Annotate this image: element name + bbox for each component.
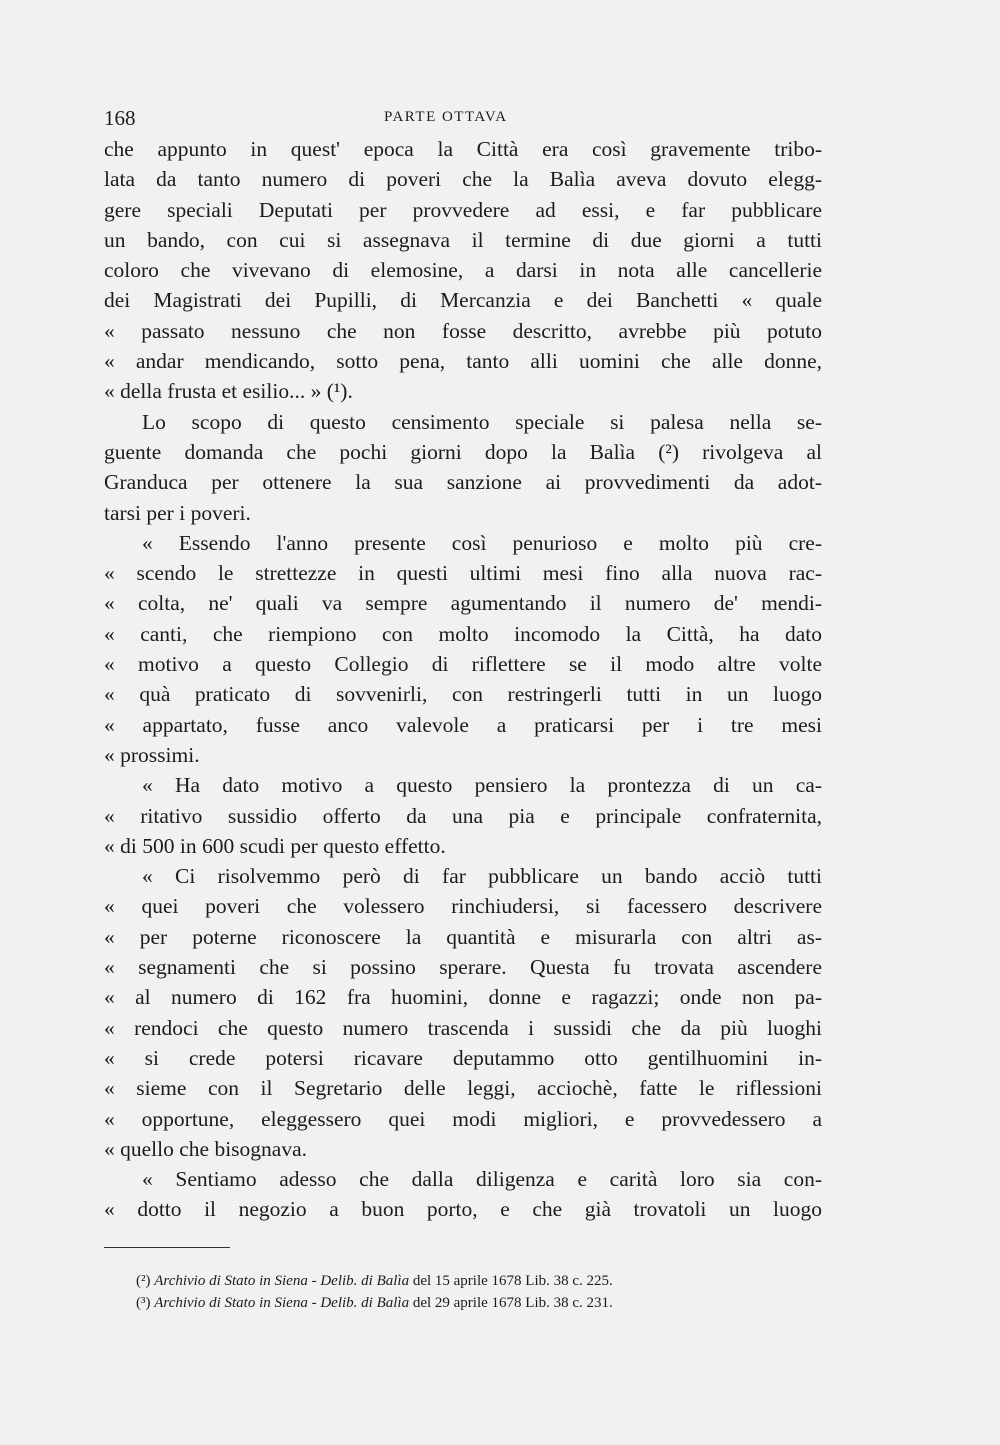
text-line: « Essendo l'anno presente così penurioso e molto più cre- [142, 530, 822, 555]
text-line: coloro che vivevano di elemosine, a darsi in nota alle cancellerie [104, 258, 822, 283]
text-line: « Ha dato motivo a questo pensiero la prontezza di un ca- [142, 773, 822, 798]
footnote-detail: del 29 aprile 1678 Lib. 38 c. 231. [412, 1295, 613, 1311]
text-line: guente domanda che pochi giorni dopo la Balìa (²) rivolgeva al [104, 439, 822, 464]
text-line: « appartato, fusse anco valevole a praticarsi per i tre mesi [104, 712, 822, 737]
text-line: « al numero di 162 fra huomini, donne e ragazzi; onde non pa- [104, 985, 822, 1010]
text-line: « rendoci che questo numero trascenda i sussidi che da più luoghi [104, 1015, 822, 1040]
footnote-source: Archivio di Stato in Siena - Delib. di Balìa [154, 1273, 410, 1289]
footnote-detail: del 15 aprile 1678 Lib. 38 c. 225. [412, 1273, 613, 1289]
footnote [136, 1270, 816, 1292]
text-line: « Ci risolvemmo però di far pubblicare un bando acciò tutti [142, 864, 822, 889]
text-line: « opportune, eleggessero quei modi migliori, e provvedessero a [104, 1106, 822, 1131]
running-title: PARTE OTTAVA [384, 109, 508, 125]
text-line: « segnamenti che si possino sperare. Questa fu trovata ascendere [104, 955, 822, 980]
text-line: « canti, che riempiono con molto incomodo la Città, ha dato [104, 621, 822, 646]
text-line: che appunto in quest' epoca la Città era così gravemente tribo- [104, 137, 822, 161]
text-line: « della frusta et esilio... » (¹). [104, 379, 353, 404]
body-text [104, 134, 822, 1225]
text-line: Lo scopo di questo censimento speciale si palesa nella se- [142, 409, 822, 434]
text-line: « passato nessuno che non fosse descritto, avrebbe più potuto [104, 318, 822, 343]
text-line: « prossimi. [104, 742, 200, 767]
text-line: « quà praticato di sovvenirli, con restringerli tutti in un luogo [104, 682, 822, 707]
text-line: « sieme con il Segretario delle leggi, acciochè, fatte le riflessioni [104, 1076, 822, 1101]
text-line: dei Magistrati dei Pupilli, di Mercanzia e dei Banchetti « quale [104, 288, 822, 313]
footnote-source: Archivio di Stato in Siena - Delib. di Balìa [154, 1295, 410, 1311]
text-line: « motivo a questo Collegio di riflettere se il modo altre volte [104, 652, 822, 677]
text-line: « si crede potersi ricavare deputammo otto gentilhuomini in- [104, 1045, 822, 1070]
text-line: « andar mendicando, sotto pena, tanto alli uomini che alle donne, [104, 349, 822, 374]
footnote-mark: (²) [136, 1273, 151, 1289]
footnotes [136, 1270, 816, 1314]
footnote [136, 1292, 816, 1314]
text-line: « di 500 in 600 scudi per questo effetto. [104, 833, 446, 858]
text-line: « colta, ne' quali va sempre agumentando il numero de' mendi- [104, 591, 822, 616]
text-line: Granduca per ottenere la sua sanzione ai provvedimenti da adot- [104, 470, 822, 495]
text-line: « per poterne riconoscere la quantità e misurarla con altri as- [104, 924, 822, 949]
text-line: « scendo le strettezze in questi ultimi mesi fino alla nuova rac- [104, 561, 822, 586]
text-line: « quei poveri che volessero rinchiudersi, si facessero descrivere [104, 894, 822, 919]
text-line: lata da tanto numero di poveri che la Balìa aveva dovuto elegg- [104, 167, 822, 192]
text-line: gere speciali Deputati per provvedere ad essi, e far pubblicare [104, 197, 822, 222]
page-header [104, 106, 824, 136]
text-line: tarsi per i poveri. [104, 500, 251, 525]
text-line: un bando, con cui si assegnava il termine di due giorni a tutti [104, 227, 822, 252]
text-line: « dotto il negozio a buon porto, e che già trovatoli un luogo [104, 1197, 822, 1222]
footnote-mark: (³) [136, 1295, 151, 1311]
text-line: « Sentiamo adesso che dalla diligenza e carità loro sia con- [142, 1167, 822, 1192]
page-number: 168 [104, 106, 136, 130]
text-line: « quello che bisognava. [104, 1136, 308, 1161]
footnote-divider [104, 1247, 230, 1248]
text-line: « ritativo sussidio offerto da una pia e principale confraternita, [104, 803, 822, 828]
